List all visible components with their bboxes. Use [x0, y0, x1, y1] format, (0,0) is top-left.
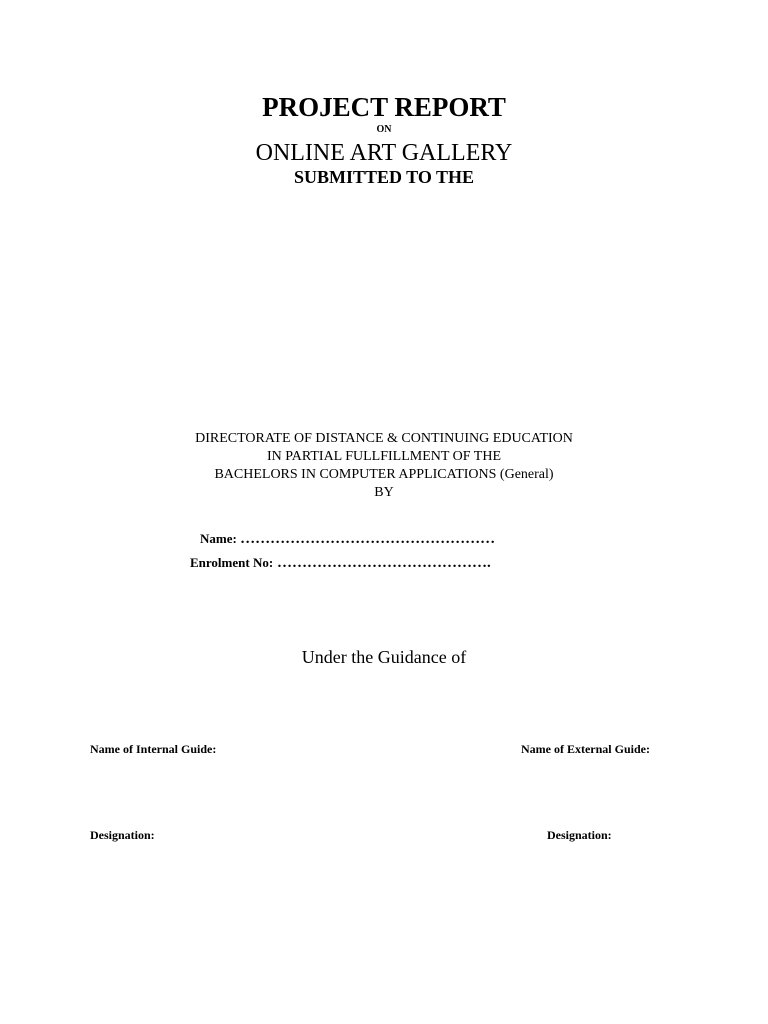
internal-designation-label: Designation:: [90, 828, 155, 842]
student-name-field: [200, 530, 495, 548]
submitted-to-label: SUBMITTED TO THE: [293, 167, 475, 187]
external-designation-label: Designation:: [547, 828, 612, 842]
enrolment-value: …………………………………….: [273, 555, 491, 571]
institution-line: IN PARTIAL FULLFILLMENT OF THE: [266, 449, 502, 464]
external-guide-label: Name of External Guide:: [521, 742, 650, 756]
institution-line: BACHELORS IN COMPUTER APPLICATIONS (General): [214, 467, 554, 482]
name-value: ……………………………………………: [240, 531, 496, 547]
on-label: ON: [376, 124, 392, 135]
guidance-heading: Under the Guidance of: [301, 647, 467, 667]
name-label: Name:: [200, 531, 241, 546]
enrolment-label: Enrolment No:: [190, 555, 274, 570]
internal-guide-label: Name of Internal Guide:: [90, 742, 217, 756]
enrolment-field: [190, 554, 491, 572]
report-title: PROJECT REPORT: [262, 92, 506, 122]
institution-block: [0, 430, 768, 502]
institution-line: BY: [374, 485, 394, 500]
project-name: ONLINE ART GALLERY: [255, 140, 513, 166]
institution-line: DIRECTORATE OF DISTANCE & CONTINUING EDUCATION: [195, 431, 573, 446]
